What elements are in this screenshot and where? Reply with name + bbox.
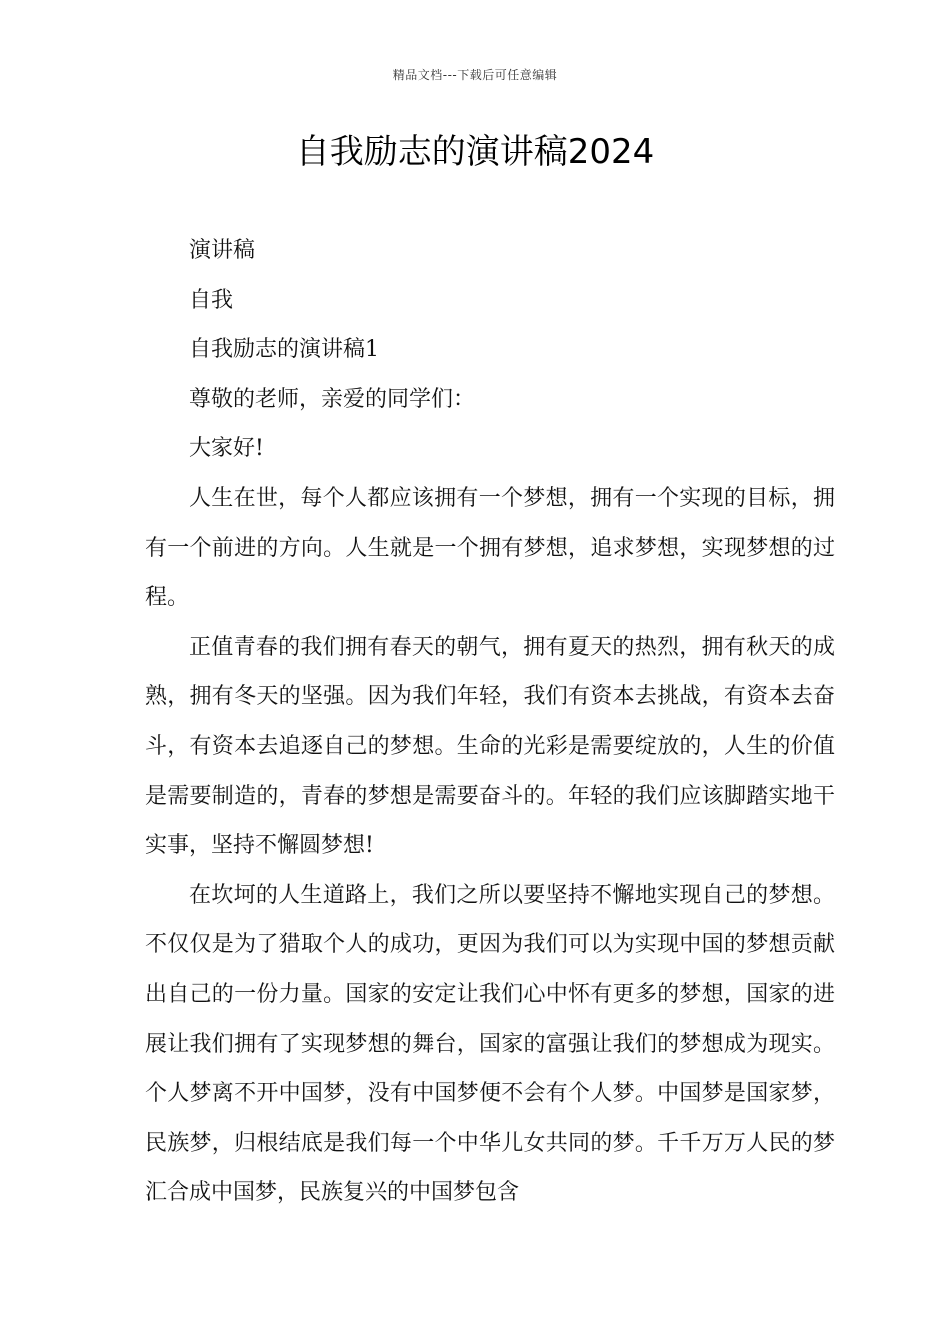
paragraph-greeting: 大家好! xyxy=(189,436,264,462)
paragraph-salutation: 尊敬的老师，亲爱的同学们： xyxy=(189,386,476,412)
header-note: 精品文档---下载后可任意编辑 xyxy=(392,68,558,82)
paragraph-speech-label: 演讲稿 xyxy=(189,238,256,263)
paragraph-subtitle: 自我励志的演讲稿1 xyxy=(189,337,379,363)
document-body xyxy=(145,226,835,1218)
paragraph-body-2: 正值青春的我们拥有春天的朝气，拥有夏天的热烈，拥有秋天的成熟，拥有冬天的坚强。因为我们年轻，我们有资本去挑战，有资本去奋斗，有资本去追逐自己的梦想。生命的光彩是需要绽放的，人生的价值是需要制造的，青春的梦想是需要奋斗的。年轻的我们应该脚踏实地干实事，坚持不懈圆梦想! xyxy=(145,634,835,859)
paragraph-body-3: 在坎坷的人生道路上，我们之所以要坚持不懈地实现自己的梦想。不仅仅是为了猎取个人的成功，更因为我们可以为实现中国的梦想贡献出自己的一份力量。国家的安定让我们心中怀有更多的梦想，国家的进展让我们拥有了实现梦想的舞台，国家的富强让我们的梦想成为现实。个人梦离不开中国梦，没有中国梦便不会有个人梦。中国梦是国家梦，民族梦，归根结底是我们每一个中华儿女共同的梦。千千万万人民的梦汇合成中国梦，民族复兴的中国梦包含 xyxy=(145,882,835,1206)
document-title: 自我励志的演讲稿2024 xyxy=(295,132,655,172)
paragraph-self-label: 自我 xyxy=(189,287,234,313)
paragraph-body-1: 人生在世，每个人都应该拥有一个梦想，拥有一个实现的目标，拥有一个前进的方向。人生就是一个拥有梦想，追求梦想，实现梦想的过程。 xyxy=(145,485,835,611)
